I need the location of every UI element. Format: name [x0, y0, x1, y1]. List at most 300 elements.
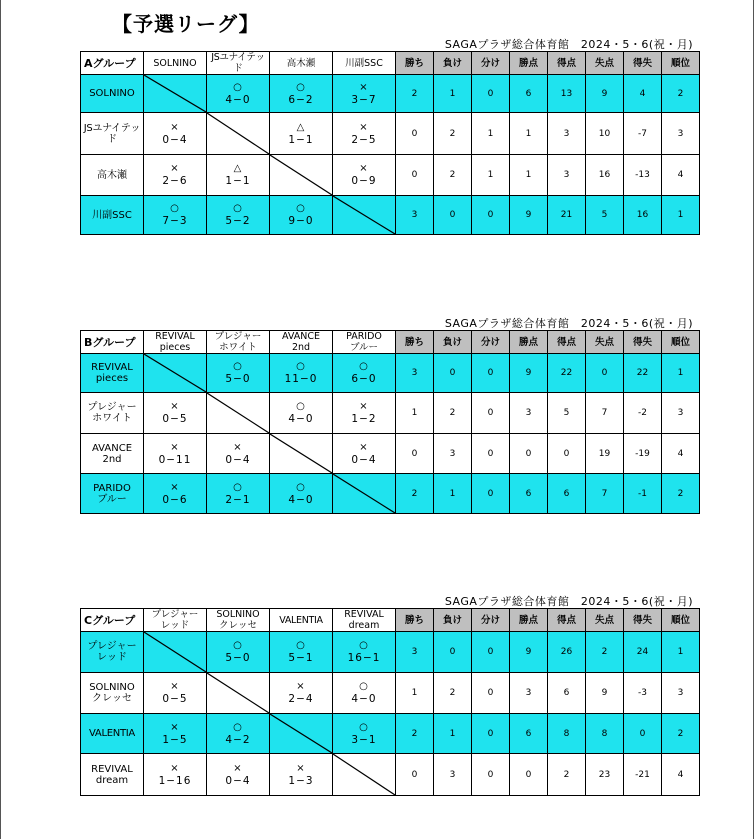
diagonal-line: [333, 196, 395, 234]
stat-value: 0: [472, 434, 510, 474]
stat-value: 1: [662, 354, 700, 393]
stat-value: 2: [548, 754, 586, 796]
result-mark: ×: [359, 81, 369, 93]
match-result: [144, 155, 207, 196]
team-name-line: PARIDO: [346, 331, 382, 342]
team-name-line: プレジャー: [87, 402, 137, 413]
match-score: 5−0: [225, 652, 251, 664]
table-row: [81, 155, 700, 196]
match-score: 0−4: [225, 453, 251, 466]
match-result: [207, 196, 270, 235]
team-name-line: クレッセ: [219, 620, 257, 631]
stat-value: 6: [548, 673, 586, 714]
diagonal-cell: [144, 632, 207, 673]
match-result: [270, 393, 333, 434]
table-row: [81, 754, 700, 796]
table-row: [81, 714, 700, 754]
diagonal-cell: [270, 155, 333, 196]
team-name-line: REVIVAL: [91, 362, 133, 373]
match-result: [333, 434, 396, 474]
match-result: [333, 113, 396, 155]
result-mark: ○: [170, 203, 180, 214]
stat-value: 9: [586, 673, 624, 714]
stat-header: 負け: [434, 609, 472, 632]
stat-header: 勝点: [510, 52, 548, 75]
group-label: Bグループ: [81, 331, 144, 354]
stat-header: 順位: [662, 331, 700, 354]
result-mark: ○: [359, 681, 369, 692]
stat-header: 勝ち: [396, 331, 434, 354]
team-name-line: ブルー: [349, 342, 379, 353]
stat-value: 1: [662, 196, 700, 235]
match-score: 5−0: [225, 373, 251, 385]
stat-value: 3: [662, 113, 700, 155]
stat-value: 1: [472, 155, 510, 196]
stat-value: 16: [624, 196, 662, 235]
stat-value: 0: [434, 632, 472, 673]
match-score: 6−2: [288, 93, 314, 106]
stat-header: 分け: [472, 609, 510, 632]
team-name-line: 川副SSC: [345, 57, 383, 69]
match-score: 4−2: [225, 733, 251, 746]
result-mark: ×: [170, 762, 180, 774]
stat-header: 勝点: [510, 331, 548, 354]
stat-header: 勝点: [510, 609, 548, 632]
stat-value: 1: [510, 155, 548, 196]
stat-value: 7: [586, 393, 624, 434]
row-team-name: [81, 196, 144, 235]
match-result: [144, 673, 207, 714]
team-name-line: JSユナイテッド: [211, 52, 265, 74]
team-name-line: 川副SSC: [92, 209, 132, 221]
stat-value: 9: [510, 632, 548, 673]
result-mark: ×: [170, 441, 180, 453]
row-team-name: [81, 673, 144, 714]
table-row: [81, 673, 700, 714]
match-result: [144, 113, 207, 155]
result-mark: △: [296, 121, 306, 133]
diagonal-line: [270, 714, 332, 753]
diagonal-line: [207, 113, 269, 154]
header-row: [81, 52, 700, 75]
team-name-line: PARIDO: [93, 482, 131, 494]
team-name-line: VALENTIA: [279, 614, 323, 626]
stat-value: 10: [586, 113, 624, 155]
column-team-header: [333, 331, 396, 354]
stat-value: 5: [586, 196, 624, 235]
result-mark: ×: [359, 163, 369, 174]
stat-value: 0: [510, 754, 548, 796]
match-score: 6−0: [351, 373, 377, 385]
column-team-header: [333, 609, 396, 632]
team-name-line: VALENTIA: [89, 728, 135, 739]
table-row: [81, 75, 700, 113]
diagonal-line: [207, 673, 269, 713]
stat-header: 失点: [586, 609, 624, 632]
row-team-name: [81, 354, 144, 393]
row-team-name: [81, 75, 144, 113]
stat-header: 負け: [434, 331, 472, 354]
stat-value: 6: [510, 75, 548, 113]
team-name-line: プレジャー: [87, 641, 137, 652]
column-team-header: [207, 331, 270, 354]
column-team-header: [270, 609, 333, 632]
stat-value: 0: [434, 354, 472, 393]
stat-header: 失点: [586, 331, 624, 354]
match-result: [144, 434, 207, 474]
stat-header: 順位: [662, 609, 700, 632]
stat-value: 0: [472, 754, 510, 796]
table-row: [81, 434, 700, 474]
match-result: [144, 393, 207, 434]
match-result: [333, 714, 396, 754]
stat-value: 3: [434, 434, 472, 474]
result-mark: ○: [359, 361, 369, 372]
header-row: [81, 331, 700, 354]
stat-header: 順位: [662, 52, 700, 75]
stat-value: 3: [510, 393, 548, 434]
row-team-name: [81, 632, 144, 673]
venue-date: SAGAプラザ総合体育館 2024・5・6(祝・月): [444, 38, 693, 51]
match-score: 1−3: [288, 774, 314, 787]
diagonal-line: [144, 354, 206, 392]
result-mark: ○: [233, 721, 243, 733]
stat-value: 0: [396, 434, 434, 474]
match-result: [207, 75, 270, 113]
diagonal-line: [144, 632, 206, 672]
stat-value: 0: [472, 354, 510, 393]
result-mark: ○: [233, 81, 243, 93]
stat-value: -13: [624, 155, 662, 196]
stat-value: 2: [662, 474, 700, 514]
venue-date: SAGAプラザ総合体育館 2024・5・6(祝・月): [444, 595, 693, 608]
stat-value: 21: [548, 196, 586, 235]
team-name-line: SOLNINO: [153, 57, 197, 69]
column-team-header: [144, 52, 207, 75]
row-team-name: [81, 714, 144, 754]
stat-value: 13: [548, 75, 586, 113]
match-score: 0−6: [162, 493, 188, 506]
match-result: [270, 754, 333, 796]
table-row: [81, 354, 700, 393]
match-score: 2−1: [225, 493, 251, 506]
stat-header: 勝ち: [396, 52, 434, 75]
match-score: 2−6: [162, 175, 188, 187]
match-result: [144, 474, 207, 514]
match-score: 0−4: [225, 774, 251, 787]
match-score: 1−1: [288, 133, 314, 146]
match-result: [207, 434, 270, 474]
match-result: [270, 632, 333, 673]
result-mark: ○: [233, 481, 243, 493]
result-mark: ○: [296, 361, 306, 372]
stat-value: 0: [472, 474, 510, 514]
match-score: 4−0: [225, 93, 251, 106]
match-score: 4−0: [351, 693, 377, 705]
stat-value: 0: [472, 75, 510, 113]
team-name-line: レッド: [160, 620, 190, 631]
stat-value: 4: [662, 434, 700, 474]
column-team-header: [207, 609, 270, 632]
result-mark: ×: [170, 721, 180, 733]
result-mark: ○: [296, 401, 306, 412]
result-mark: ×: [296, 762, 306, 774]
team-name-line: AVANCE: [91, 442, 133, 454]
diagonal-cell: [207, 113, 270, 155]
stat-value: 0: [472, 714, 510, 754]
stat-value: 2: [434, 113, 472, 155]
stat-value: 7: [586, 474, 624, 514]
match-score: 0−5: [162, 413, 188, 425]
stat-value: 2: [434, 393, 472, 434]
stat-header: 得失: [624, 609, 662, 632]
match-score: 1−1: [225, 175, 251, 187]
stat-value: 2: [396, 75, 434, 113]
result-mark: ×: [170, 163, 180, 174]
league-table: [80, 330, 700, 514]
match-result: [333, 393, 396, 434]
team-name-line: dream: [348, 620, 380, 631]
team-name-line: 高木瀬: [97, 169, 127, 181]
stat-value: 2: [434, 155, 472, 196]
match-result: [144, 754, 207, 796]
stat-value: -3: [624, 673, 662, 714]
match-result: [270, 75, 333, 113]
result-mark: ○: [233, 640, 243, 651]
stat-value: 4: [662, 155, 700, 196]
match-result: [144, 196, 207, 235]
stat-value: 3: [662, 673, 700, 714]
stat-value: 3: [510, 673, 548, 714]
stat-header: 得点: [548, 52, 586, 75]
stat-header: 得失: [624, 331, 662, 354]
match-score: 0−4: [351, 453, 377, 466]
row-team-name: [81, 393, 144, 434]
match-result: [207, 155, 270, 196]
venue-date: SAGAプラザ総合体育館 2024・5・6(祝・月): [444, 317, 693, 330]
diagonal-line: [270, 155, 332, 195]
stat-value: 23: [586, 754, 624, 796]
stat-value: 22: [548, 354, 586, 393]
stat-value: 8: [548, 714, 586, 754]
row-team-name: [81, 434, 144, 474]
column-team-header: [144, 331, 207, 354]
stat-value: 3: [396, 196, 434, 235]
header-row: [81, 609, 700, 632]
match-score: 1−5: [162, 733, 188, 746]
match-score: 9−0: [288, 215, 314, 227]
stat-value: 2: [434, 673, 472, 714]
team-name-line: 2nd: [102, 453, 122, 465]
diagonal-cell: [207, 393, 270, 434]
stat-value: 1: [662, 632, 700, 673]
match-result: [270, 354, 333, 393]
stat-value: 2: [662, 75, 700, 113]
match-score: 4−0: [288, 413, 314, 425]
stat-value: 9: [510, 354, 548, 393]
stat-value: 0: [472, 673, 510, 714]
stat-value: 3: [396, 632, 434, 673]
stat-value: 2: [586, 632, 624, 673]
team-name-line: REVIVAL: [91, 763, 133, 775]
team-name-line: SOLNINO: [89, 88, 135, 99]
team-name-line: ホワイト: [92, 413, 132, 424]
stat-value: 3: [434, 754, 472, 796]
team-name-line: 高木瀬: [286, 57, 316, 69]
stat-value: 0: [624, 714, 662, 754]
match-score: 0−5: [162, 693, 188, 705]
result-mark: ×: [170, 481, 180, 493]
team-name-line: JSユナイテッド: [83, 122, 141, 145]
stat-value: -1: [624, 474, 662, 514]
match-score: 0−4: [162, 133, 188, 146]
stat-header: 得点: [548, 331, 586, 354]
stat-value: 0: [396, 754, 434, 796]
match-result: [333, 155, 396, 196]
team-name-line: SOLNINO: [216, 609, 260, 620]
stat-value: -2: [624, 393, 662, 434]
result-mark: ○: [296, 481, 306, 493]
column-team-header: [333, 52, 396, 75]
team-name-line: ホワイト: [219, 342, 257, 353]
stat-value: 22: [624, 354, 662, 393]
stat-value: 9: [586, 75, 624, 113]
match-result: [333, 632, 396, 673]
row-team-name: [81, 113, 144, 155]
stat-value: 6: [510, 474, 548, 514]
diagonal-cell: [207, 673, 270, 714]
stat-value: 0: [472, 196, 510, 235]
stat-header: 得失: [624, 52, 662, 75]
match-result: [270, 196, 333, 235]
match-result: [207, 354, 270, 393]
stat-value: 1: [396, 393, 434, 434]
result-mark: ○: [359, 640, 369, 651]
column-team-header: [270, 331, 333, 354]
diagonal-cell: [270, 434, 333, 474]
diagonal-line: [333, 474, 395, 513]
match-result: [207, 754, 270, 796]
stat-value: 2: [396, 474, 434, 514]
match-score: 16−1: [347, 652, 381, 664]
diagonal-cell: [333, 196, 396, 235]
match-score: 2−4: [288, 693, 314, 705]
result-mark: ○: [296, 81, 306, 93]
result-mark: ×: [233, 441, 243, 453]
result-mark: ×: [296, 681, 306, 692]
table-row: [81, 474, 700, 514]
stat-value: 9: [510, 196, 548, 235]
column-team-header: [270, 52, 333, 75]
match-result: [333, 354, 396, 393]
result-mark: ○: [359, 721, 369, 733]
stat-value: 4: [662, 754, 700, 796]
group-label: Cグループ: [81, 609, 144, 632]
diagonal-cell: [144, 75, 207, 113]
team-name-line: dream: [95, 774, 129, 786]
row-team-name: [81, 754, 144, 796]
match-score: 2−5: [351, 133, 377, 146]
team-name-line: 2nd: [291, 342, 311, 353]
stat-value: 26: [548, 632, 586, 673]
stat-header: 分け: [472, 52, 510, 75]
stat-value: 0: [434, 196, 472, 235]
stat-value: 4: [624, 75, 662, 113]
stat-value: -21: [624, 754, 662, 796]
stat-value: 1: [434, 474, 472, 514]
stat-header: 得点: [548, 609, 586, 632]
team-name-line: ブルー: [97, 493, 127, 505]
match-score: 11−0: [284, 373, 318, 385]
match-score: 5−1: [288, 652, 314, 664]
table-row: [81, 393, 700, 434]
team-name-line: プレジャー: [214, 331, 262, 342]
match-score: 7−3: [162, 215, 188, 227]
team-name-line: レッド: [97, 652, 127, 663]
result-mark: ○: [296, 203, 306, 214]
stat-value: 3: [396, 354, 434, 393]
stat-value: 1: [472, 113, 510, 155]
stat-value: 1: [434, 75, 472, 113]
stat-value: 24: [624, 632, 662, 673]
diagonal-cell: [270, 714, 333, 754]
match-result: [270, 113, 333, 155]
stat-value: 6: [548, 474, 586, 514]
stat-header: 勝ち: [396, 609, 434, 632]
result-mark: ×: [359, 121, 369, 133]
row-team-name: [81, 474, 144, 514]
diagonal-line: [270, 434, 332, 473]
stat-value: 1: [510, 113, 548, 155]
stat-value: 0: [472, 632, 510, 673]
match-result: [270, 673, 333, 714]
match-result: [207, 632, 270, 673]
stat-value: 19: [586, 434, 624, 474]
result-mark: ×: [359, 441, 369, 453]
stat-value: 1: [434, 714, 472, 754]
team-name-line: pieces: [95, 373, 129, 384]
row-team-name: [81, 155, 144, 196]
match-score: 3−1: [351, 733, 377, 746]
stat-value: 0: [510, 434, 548, 474]
league-table: [80, 608, 700, 796]
diagonal-cell: [144, 354, 207, 393]
diagonal-line: [333, 754, 395, 795]
column-team-header: [207, 52, 270, 75]
team-name-line: SOLNINO: [89, 682, 135, 693]
stat-value: 2: [662, 714, 700, 754]
diagonal-line: [207, 393, 269, 433]
match-result: [270, 474, 333, 514]
match-result: [144, 714, 207, 754]
result-mark: ○: [233, 361, 243, 372]
team-name-line: REVIVAL: [155, 331, 195, 342]
diagonal-line: [144, 75, 206, 112]
match-score: 4−0: [288, 493, 314, 506]
stat-header: 負け: [434, 52, 472, 75]
match-score: 5−2: [225, 215, 251, 227]
stat-value: 0: [472, 393, 510, 434]
table-row: [81, 196, 700, 235]
diagonal-cell: [333, 754, 396, 796]
stat-value: 8: [586, 714, 624, 754]
stat-value: -19: [624, 434, 662, 474]
stat-value: 3: [548, 155, 586, 196]
league-table: [80, 51, 700, 235]
match-result: [207, 714, 270, 754]
match-result: [333, 673, 396, 714]
result-mark: ×: [170, 401, 180, 412]
